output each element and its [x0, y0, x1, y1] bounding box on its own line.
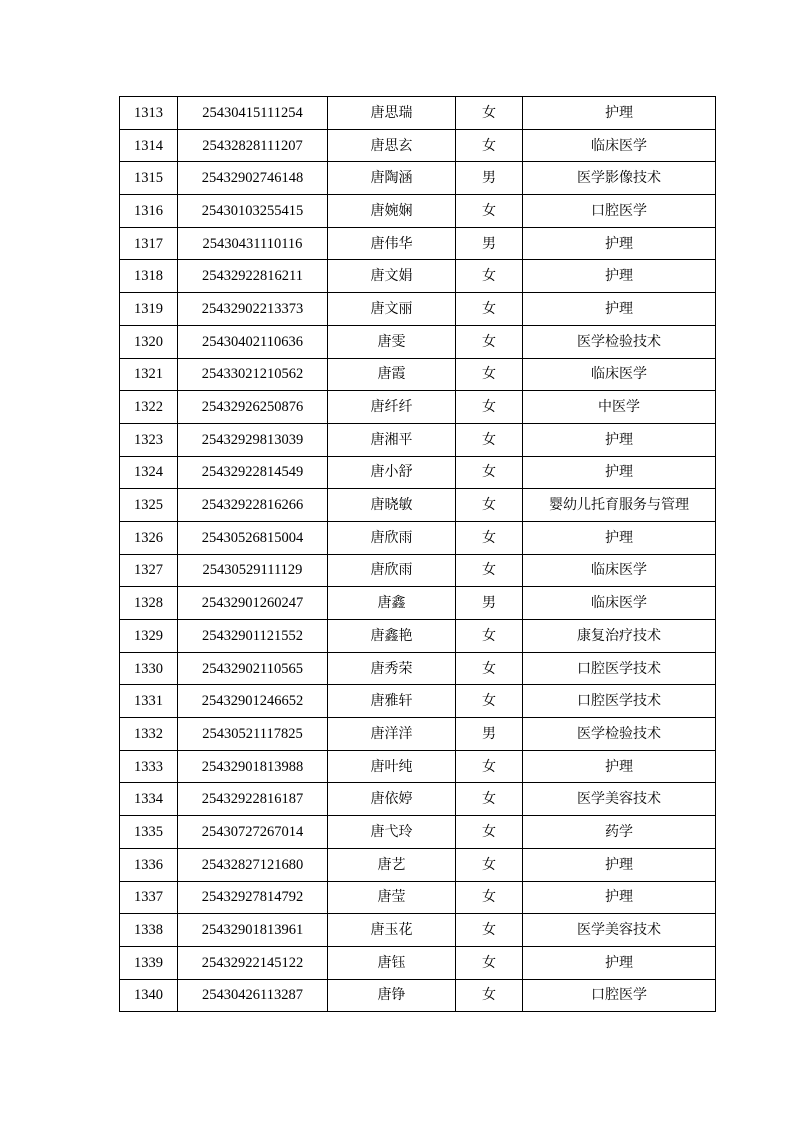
exam-number-cell: 25430426113287: [178, 979, 328, 1012]
major-cell: 中医学: [523, 391, 716, 424]
table-row: [120, 489, 716, 522]
index-cell: 1316: [120, 195, 178, 228]
name-cell: 唐晓敏: [328, 489, 456, 522]
major-cell: 护理: [523, 848, 716, 881]
gender-cell: 女: [456, 848, 523, 881]
name-cell: 唐鑫艳: [328, 620, 456, 653]
table-row: [120, 652, 716, 685]
major-cell: 医学美容技术: [523, 783, 716, 816]
index-cell: 1318: [120, 260, 178, 293]
table-row: [120, 129, 716, 162]
major-cell: 护理: [523, 946, 716, 979]
exam-number-cell: 25430415111254: [178, 97, 328, 130]
exam-number-cell: 25430431110116: [178, 227, 328, 260]
name-cell: 唐叶纯: [328, 750, 456, 783]
major-cell: 临床医学: [523, 554, 716, 587]
exam-number-cell: 25432926250876: [178, 391, 328, 424]
index-cell: 1335: [120, 816, 178, 849]
exam-number-cell: 25432827121680: [178, 848, 328, 881]
index-cell: 1337: [120, 881, 178, 914]
index-cell: 1323: [120, 423, 178, 456]
table-row: [120, 881, 716, 914]
gender-cell: 女: [456, 620, 523, 653]
gender-cell: 女: [456, 423, 523, 456]
index-cell: 1333: [120, 750, 178, 783]
name-cell: 唐陶涵: [328, 162, 456, 195]
gender-cell: 女: [456, 293, 523, 326]
index-cell: 1340: [120, 979, 178, 1012]
exam-number-cell: 25432902110565: [178, 652, 328, 685]
name-cell: 唐思玄: [328, 129, 456, 162]
major-cell: 医学检验技术: [523, 718, 716, 751]
exam-number-cell: 25432902746148: [178, 162, 328, 195]
major-cell: 护理: [523, 456, 716, 489]
name-cell: 唐纤纤: [328, 391, 456, 424]
exam-number-cell: 25432901813961: [178, 914, 328, 947]
index-cell: 1325: [120, 489, 178, 522]
gender-cell: 女: [456, 358, 523, 391]
name-cell: 唐文丽: [328, 293, 456, 326]
major-cell: 临床医学: [523, 587, 716, 620]
name-cell: 唐思瑞: [328, 97, 456, 130]
index-cell: 1324: [120, 456, 178, 489]
name-cell: 唐雅轩: [328, 685, 456, 718]
gender-cell: 女: [456, 456, 523, 489]
index-cell: 1332: [120, 718, 178, 751]
table-row: [120, 456, 716, 489]
table-row: [120, 227, 716, 260]
exam-number-cell: 25432922816266: [178, 489, 328, 522]
major-cell: 护理: [523, 97, 716, 130]
exam-number-cell: 25432901246652: [178, 685, 328, 718]
major-cell: 医学美容技术: [523, 914, 716, 947]
table-row: [120, 162, 716, 195]
table-row: [120, 750, 716, 783]
major-cell: 药学: [523, 816, 716, 849]
name-cell: 唐鑫: [328, 587, 456, 620]
gender-cell: 男: [456, 587, 523, 620]
gender-cell: 女: [456, 783, 523, 816]
major-cell: 口腔医学技术: [523, 685, 716, 718]
index-cell: 1319: [120, 293, 178, 326]
gender-cell: 女: [456, 325, 523, 358]
name-cell: 唐欣雨: [328, 521, 456, 554]
table-row: [120, 97, 716, 130]
exam-number-cell: 25433021210562: [178, 358, 328, 391]
table-row: [120, 423, 716, 456]
student-list-table: [119, 96, 716, 1012]
index-cell: 1331: [120, 685, 178, 718]
name-cell: 唐霞: [328, 358, 456, 391]
table-row: [120, 783, 716, 816]
gender-cell: 女: [456, 391, 523, 424]
name-cell: 唐湘平: [328, 423, 456, 456]
major-cell: 婴幼儿托育服务与管理: [523, 489, 716, 522]
index-cell: 1317: [120, 227, 178, 260]
name-cell: 唐洋洋: [328, 718, 456, 751]
gender-cell: 女: [456, 97, 523, 130]
exam-number-cell: 25432922814549: [178, 456, 328, 489]
index-cell: 1320: [120, 325, 178, 358]
name-cell: 唐依婷: [328, 783, 456, 816]
gender-cell: 女: [456, 914, 523, 947]
table-body: [120, 97, 716, 1012]
index-cell: 1338: [120, 914, 178, 947]
major-cell: 口腔医学技术: [523, 652, 716, 685]
major-cell: 康复治疗技术: [523, 620, 716, 653]
exam-number-cell: 25430402110636: [178, 325, 328, 358]
name-cell: 唐小舒: [328, 456, 456, 489]
exam-number-cell: 25432901260247: [178, 587, 328, 620]
major-cell: 护理: [523, 227, 716, 260]
exam-number-cell: 25432922145122: [178, 946, 328, 979]
exam-number-cell: 25432929813039: [178, 423, 328, 456]
gender-cell: 女: [456, 685, 523, 718]
gender-cell: 男: [456, 227, 523, 260]
exam-number-cell: 25430529111129: [178, 554, 328, 587]
exam-number-cell: 25432922816211: [178, 260, 328, 293]
name-cell: 唐艺: [328, 848, 456, 881]
index-cell: 1321: [120, 358, 178, 391]
index-cell: 1326: [120, 521, 178, 554]
name-cell: 唐弋玲: [328, 816, 456, 849]
major-cell: 护理: [523, 750, 716, 783]
exam-number-cell: 25432828111207: [178, 129, 328, 162]
name-cell: 唐雯: [328, 325, 456, 358]
name-cell: 唐莹: [328, 881, 456, 914]
index-cell: 1327: [120, 554, 178, 587]
index-cell: 1329: [120, 620, 178, 653]
table-row: [120, 848, 716, 881]
table-row: [120, 358, 716, 391]
major-cell: 护理: [523, 881, 716, 914]
major-cell: 护理: [523, 521, 716, 554]
table-row: [120, 620, 716, 653]
index-cell: 1314: [120, 129, 178, 162]
gender-cell: 女: [456, 652, 523, 685]
exam-number-cell: 25432902213373: [178, 293, 328, 326]
exam-number-cell: 25430521117825: [178, 718, 328, 751]
gender-cell: 女: [456, 979, 523, 1012]
table-row: [120, 979, 716, 1012]
table-row: [120, 260, 716, 293]
index-cell: 1336: [120, 848, 178, 881]
table-row: [120, 816, 716, 849]
name-cell: 唐婉娴: [328, 195, 456, 228]
major-cell: 护理: [523, 260, 716, 293]
gender-cell: 男: [456, 718, 523, 751]
table-row: [120, 325, 716, 358]
index-cell: 1313: [120, 97, 178, 130]
gender-cell: 男: [456, 162, 523, 195]
name-cell: 唐秀荣: [328, 652, 456, 685]
table-row: [120, 554, 716, 587]
major-cell: 口腔医学: [523, 195, 716, 228]
index-cell: 1330: [120, 652, 178, 685]
name-cell: 唐铮: [328, 979, 456, 1012]
name-cell: 唐伟华: [328, 227, 456, 260]
index-cell: 1322: [120, 391, 178, 424]
table-row: [120, 685, 716, 718]
name-cell: 唐欣雨: [328, 554, 456, 587]
major-cell: 临床医学: [523, 129, 716, 162]
major-cell: 医学影像技术: [523, 162, 716, 195]
major-cell: 临床医学: [523, 358, 716, 391]
exam-number-cell: 25430103255415: [178, 195, 328, 228]
major-cell: 护理: [523, 293, 716, 326]
gender-cell: 女: [456, 554, 523, 587]
table-row: [120, 587, 716, 620]
gender-cell: 女: [456, 816, 523, 849]
gender-cell: 女: [456, 129, 523, 162]
exam-number-cell: 25432901121552: [178, 620, 328, 653]
gender-cell: 女: [456, 195, 523, 228]
gender-cell: 女: [456, 750, 523, 783]
major-cell: 护理: [523, 423, 716, 456]
name-cell: 唐文娟: [328, 260, 456, 293]
gender-cell: 女: [456, 881, 523, 914]
gender-cell: 女: [456, 946, 523, 979]
exam-number-cell: 25432927814792: [178, 881, 328, 914]
gender-cell: 女: [456, 521, 523, 554]
index-cell: 1339: [120, 946, 178, 979]
table-row: [120, 195, 716, 228]
major-cell: 医学检验技术: [523, 325, 716, 358]
gender-cell: 女: [456, 489, 523, 522]
table-row: [120, 521, 716, 554]
name-cell: 唐玉花: [328, 914, 456, 947]
table-row: [120, 718, 716, 751]
exam-number-cell: 25430727267014: [178, 816, 328, 849]
table-row: [120, 293, 716, 326]
table-row: [120, 946, 716, 979]
exam-number-cell: 25432901813988: [178, 750, 328, 783]
table-row: [120, 391, 716, 424]
exam-number-cell: 25432922816187: [178, 783, 328, 816]
index-cell: 1334: [120, 783, 178, 816]
table-row: [120, 914, 716, 947]
name-cell: 唐钰: [328, 946, 456, 979]
gender-cell: 女: [456, 260, 523, 293]
index-cell: 1328: [120, 587, 178, 620]
exam-number-cell: 25430526815004: [178, 521, 328, 554]
index-cell: 1315: [120, 162, 178, 195]
major-cell: 口腔医学: [523, 979, 716, 1012]
